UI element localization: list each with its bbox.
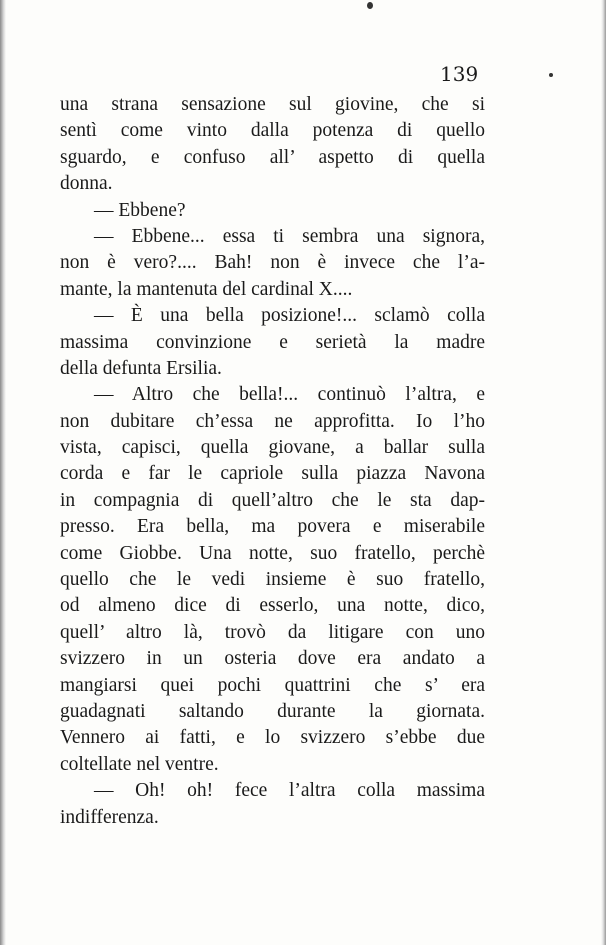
text-line: indifferenza. <box>60 806 159 828</box>
text-line: — È una bella posizione!... sclamò colla <box>94 305 485 327</box>
text-line: massima convinzione e serietà la madre <box>60 331 485 353</box>
text-line: svizzero in un osteria dove era andato a <box>60 648 485 670</box>
page-left-edge <box>0 0 6 945</box>
text-line: mante, la mantenuta del cardinal X.... <box>60 278 353 300</box>
text-line: presso. Era bella, ma povera e miserabile <box>60 516 485 538</box>
text-line: coltellate nel ventre. <box>60 753 219 775</box>
text-line: in compagnia di quell’altro che le sta dap- <box>60 489 485 511</box>
body-text <box>60 92 485 831</box>
text-line: quello che le vedi insieme è suo fratello, <box>60 569 485 591</box>
text-line: corda e far le capriole sulla piazza Navona <box>60 463 485 485</box>
ink-speck <box>367 2 373 9</box>
ink-speck <box>549 73 553 77</box>
text-line: vista, capisci, quella giovane, a ballar sulla <box>60 437 485 459</box>
text-line: donna. <box>60 173 113 195</box>
text-line: come Giobbe. Una notte, suo fratello, perchè <box>60 542 485 564</box>
page-number: 139 <box>440 62 479 86</box>
text-line: non dubitare ch’essa ne approfitta. Io l’ho <box>60 410 485 432</box>
text-line: quell’ altro là, trovò da litigare con uno <box>60 621 485 643</box>
text-line: od almeno dice di esserlo, una notte, dico, <box>60 595 485 617</box>
text-line: — Ebbene... essa ti sembra una signora, <box>94 225 485 247</box>
text-line: non è vero?.... Bah! non è invece che l’a- <box>60 252 485 274</box>
text-line: guadagnati saltando durante la giornata. <box>60 700 485 722</box>
text-line: mangiarsi quei pochi quattrini che s’ era <box>60 674 485 696</box>
page-right-edge <box>601 0 606 945</box>
text-line: Vennero ai fatti, e lo svizzero s’ebbe due <box>60 727 485 749</box>
text-line: — Oh! oh! fece l’altra colla massima <box>94 780 485 802</box>
text-line: una strana sensazione sul giovine, che si <box>60 94 485 115</box>
text-line: della defunta Ersilia. <box>60 357 222 379</box>
text-line: — Ebbene? <box>94 199 186 221</box>
text-line: sentì come vinto dalla potenza di quello <box>60 120 485 142</box>
text-line: — Altro che bella!... continuò l’altra, e <box>94 384 485 406</box>
text-line: sguardo, e confuso all’ aspetto di quella <box>60 146 485 168</box>
